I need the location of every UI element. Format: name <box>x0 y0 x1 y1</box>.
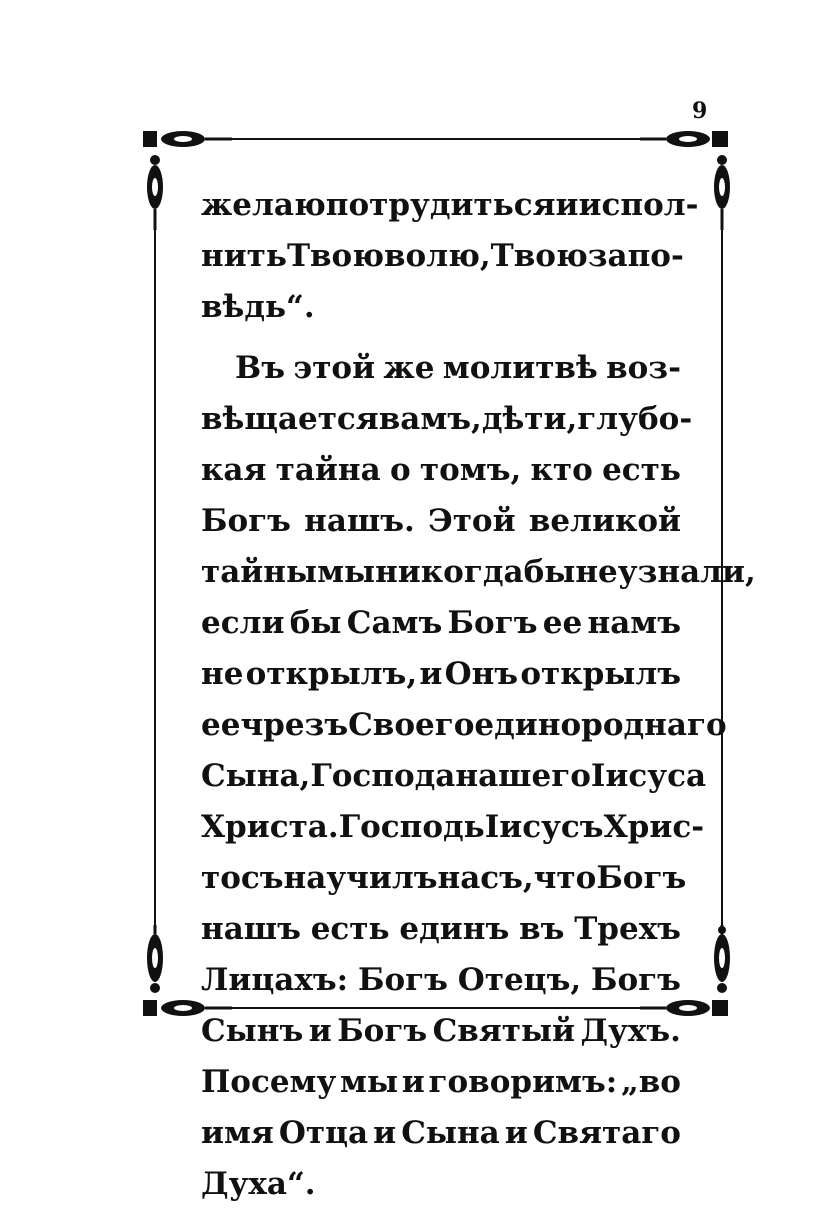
word: Отца <box>278 1115 369 1151</box>
word: Іисуса <box>590 758 707 794</box>
word: есть <box>602 452 681 488</box>
text-line <box>201 180 699 231</box>
word: потрудиться <box>325 187 556 223</box>
word: что <box>533 860 597 896</box>
word: и <box>308 1013 332 1049</box>
word: Отецъ, <box>457 962 582 998</box>
word: въ <box>519 911 565 947</box>
word: желаю <box>201 187 326 223</box>
text-line <box>201 802 705 853</box>
text-line <box>201 955 681 1006</box>
word: Трехъ <box>574 911 681 947</box>
text-line <box>201 343 681 394</box>
text-line <box>201 547 756 598</box>
word: никогда <box>375 554 524 590</box>
word: Лицахъ: <box>201 962 349 998</box>
word: томъ, <box>419 452 522 488</box>
word: говоримъ: <box>428 1064 618 1100</box>
word: и <box>401 1064 425 1100</box>
word: и <box>504 1115 528 1151</box>
word: испол- <box>578 187 699 223</box>
word: бы <box>289 605 342 641</box>
text-line <box>201 751 707 802</box>
word: Сынъ <box>201 1013 304 1049</box>
text-line <box>201 1006 681 1057</box>
word: воз- <box>606 350 681 386</box>
word: открылъ <box>520 656 681 692</box>
word: Сына, <box>201 758 311 794</box>
word: есть <box>310 911 390 947</box>
text-line <box>201 700 727 751</box>
word: нить <box>201 238 287 274</box>
word: насъ, <box>437 860 534 896</box>
paragraph-2 <box>201 343 756 1210</box>
text-line <box>201 394 693 445</box>
word: не <box>575 554 618 590</box>
word: не <box>201 656 244 692</box>
word: мы <box>340 1064 399 1100</box>
word: тайна <box>275 452 381 488</box>
word: кто <box>530 452 593 488</box>
word: Въ <box>235 350 285 386</box>
text-line <box>201 282 681 333</box>
text-line <box>201 598 681 649</box>
word: же <box>383 350 435 386</box>
text-line <box>201 649 681 700</box>
word: нашего <box>455 758 591 794</box>
word: Посему <box>201 1064 337 1100</box>
word: вѣщается <box>201 401 379 437</box>
word: тосъ <box>201 860 284 896</box>
text-line <box>201 445 681 496</box>
paragraph-gap <box>201 333 681 343</box>
text-line <box>201 904 681 955</box>
word: Богъ <box>201 503 291 539</box>
word: Хрис- <box>603 809 705 845</box>
word: этой <box>293 350 376 386</box>
word: Іисусъ <box>484 809 604 845</box>
word: „во <box>620 1064 681 1100</box>
word: Богъ <box>357 962 448 998</box>
word: нашъ <box>201 911 301 947</box>
word: Твою <box>490 238 588 274</box>
word: научилъ <box>283 860 438 896</box>
word: открылъ, <box>245 656 418 692</box>
paragraph-1 <box>201 180 699 333</box>
word: глубо- <box>577 401 693 437</box>
word: кая <box>201 452 267 488</box>
word: о <box>389 452 411 488</box>
word: Святый <box>432 1013 576 1049</box>
word: ее <box>201 707 241 743</box>
word: единъ <box>399 911 510 947</box>
text-line <box>201 1108 681 1159</box>
word: намъ <box>587 605 681 641</box>
word: Этой <box>428 503 516 539</box>
text-line <box>201 1159 681 1210</box>
word: Сына <box>401 1115 500 1151</box>
word: Христа. <box>201 809 339 845</box>
word: Богъ <box>591 962 681 998</box>
word: вѣдь“. <box>201 289 315 325</box>
word: запо- <box>587 238 684 274</box>
word: имя <box>201 1115 274 1151</box>
word: волю, <box>384 238 491 274</box>
word: и <box>555 187 579 223</box>
word: Самъ <box>346 605 443 641</box>
word: дѣти, <box>481 401 578 437</box>
word: Господь <box>338 809 485 845</box>
word: Онъ <box>444 656 519 692</box>
word: чрезъ <box>240 707 349 743</box>
word: Духа“. <box>201 1166 316 1202</box>
word: молитвѣ <box>442 350 598 386</box>
text-line <box>201 1057 681 1108</box>
word: нашъ. <box>304 503 415 539</box>
word: узнали, <box>617 554 756 590</box>
word: тайны <box>201 554 318 590</box>
word: единороднаго <box>474 707 727 743</box>
word: Своего <box>348 707 475 743</box>
word: Святаго <box>532 1115 681 1151</box>
word: Богъ <box>337 1013 428 1049</box>
word: Твою <box>286 238 385 274</box>
word: мы <box>317 554 376 590</box>
text-line <box>201 853 687 904</box>
page-number: 9 <box>692 98 708 124</box>
word: Богъ <box>447 605 538 641</box>
text-line <box>201 231 684 282</box>
word: Господа <box>310 758 456 794</box>
word: если <box>201 605 285 641</box>
text-line <box>201 496 681 547</box>
word: вамъ, <box>378 401 482 437</box>
word: и <box>373 1115 397 1151</box>
word: Богъ <box>596 860 687 896</box>
word: и <box>419 656 443 692</box>
word: ее <box>542 605 583 641</box>
word: Духъ. <box>580 1013 681 1049</box>
word: великой <box>528 503 681 539</box>
page-text <box>201 180 756 1210</box>
word: бы <box>523 554 576 590</box>
